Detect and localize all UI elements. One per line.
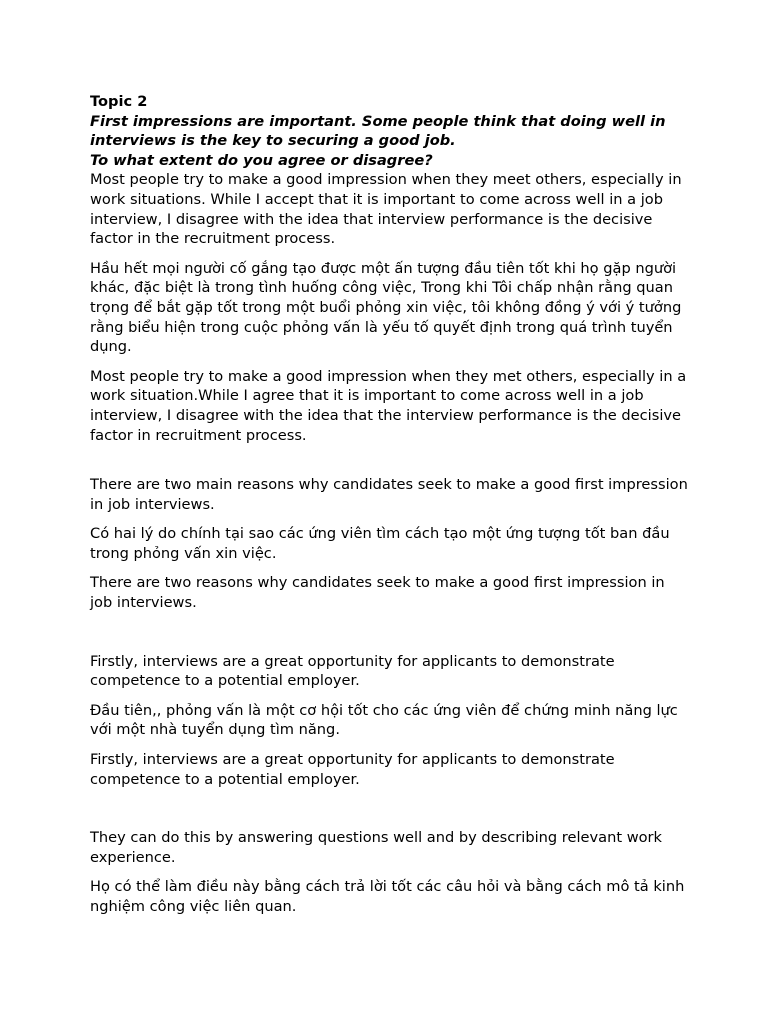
paragraph-support-vi: Họ có thể làm điều này bằng cách trả lời tốt các câu hỏi và bằng cách mô tả kinh nghiệm công việc liên quan. xyxy=(90,878,685,915)
topic-heading: Topic 2 xyxy=(90,93,148,110)
paragraph-firstly-rewrite: Firstly, interviews are a great opportunity for applicants to demonstrate competence to a potential employer. xyxy=(90,751,615,788)
essay-question: First impressions are important. Some people think that doing well in interviews is the key to securing a good job. xyxy=(90,112,666,150)
paragraph-intro-vi: Hầu hết mọi người cố gắng tạo được một ấn tượng đầu tiên tốt khi họ gặp người khác, đặc biệt là trong tình huống công việc, Trong khi Tôi chấp nhận rằng quan trọng để bắt gặp tốt trong một buổi phỏng xin việc, tôi không đồng ý với ý tưởng rằng biểu hiện trong cuộc phỏng vấn là yếu tố quyết định trong quá trình tuyển dụng. xyxy=(90,259,682,356)
spacer xyxy=(90,799,690,828)
paragraph-reasons-en: There are two main reasons why candidates seek to make a good first impression in job interviews. xyxy=(90,476,688,513)
paragraph-reasons-rewrite: There are two reasons why candidates seek to make a good first impression in job interviews. xyxy=(90,574,665,612)
paragraph-reasons-vi: Có hai lý do chính tại sao các ứng viên tìm cách tạo một ứng tượng tốt ban đầu trong phỏng vấn xin việc. xyxy=(90,525,670,562)
paragraph-firstly-en: Firstly, interviews are a great opportunity for applicants to demonstrate competence to a potential employer. xyxy=(90,652,615,690)
paragraph-intro-rewrite: Most people try to make a good impression when they met others, especially in a work situation.While I agree that it is important to come across well in a job interview, I disagree with the idea that the interview performance is the decisive factor in recruitment process. xyxy=(90,367,687,444)
paragraph-support-en: They can do this by answering questions well and by describing relevant work experience. xyxy=(90,829,663,866)
paragraph-intro-en: Most people try to make a good impression when they meet others, especially in work situations. While I accept that it is important to come across well in a job interview, I disagree with the idea that interview performance is the decisive factor in the recruitment process. xyxy=(90,171,682,248)
paragraph-firstly-vi: Đầu tiên,, phỏng vấn là một cơ hội tốt cho các ứng viên để chứng minh năng lực với một nhà tuyển dụng tìm năng. xyxy=(90,701,678,739)
document-page xyxy=(90,92,690,927)
spacer xyxy=(90,455,690,475)
essay-question-prompt: To what extent do you agree or disagree? xyxy=(90,151,433,169)
spacer xyxy=(90,623,690,652)
